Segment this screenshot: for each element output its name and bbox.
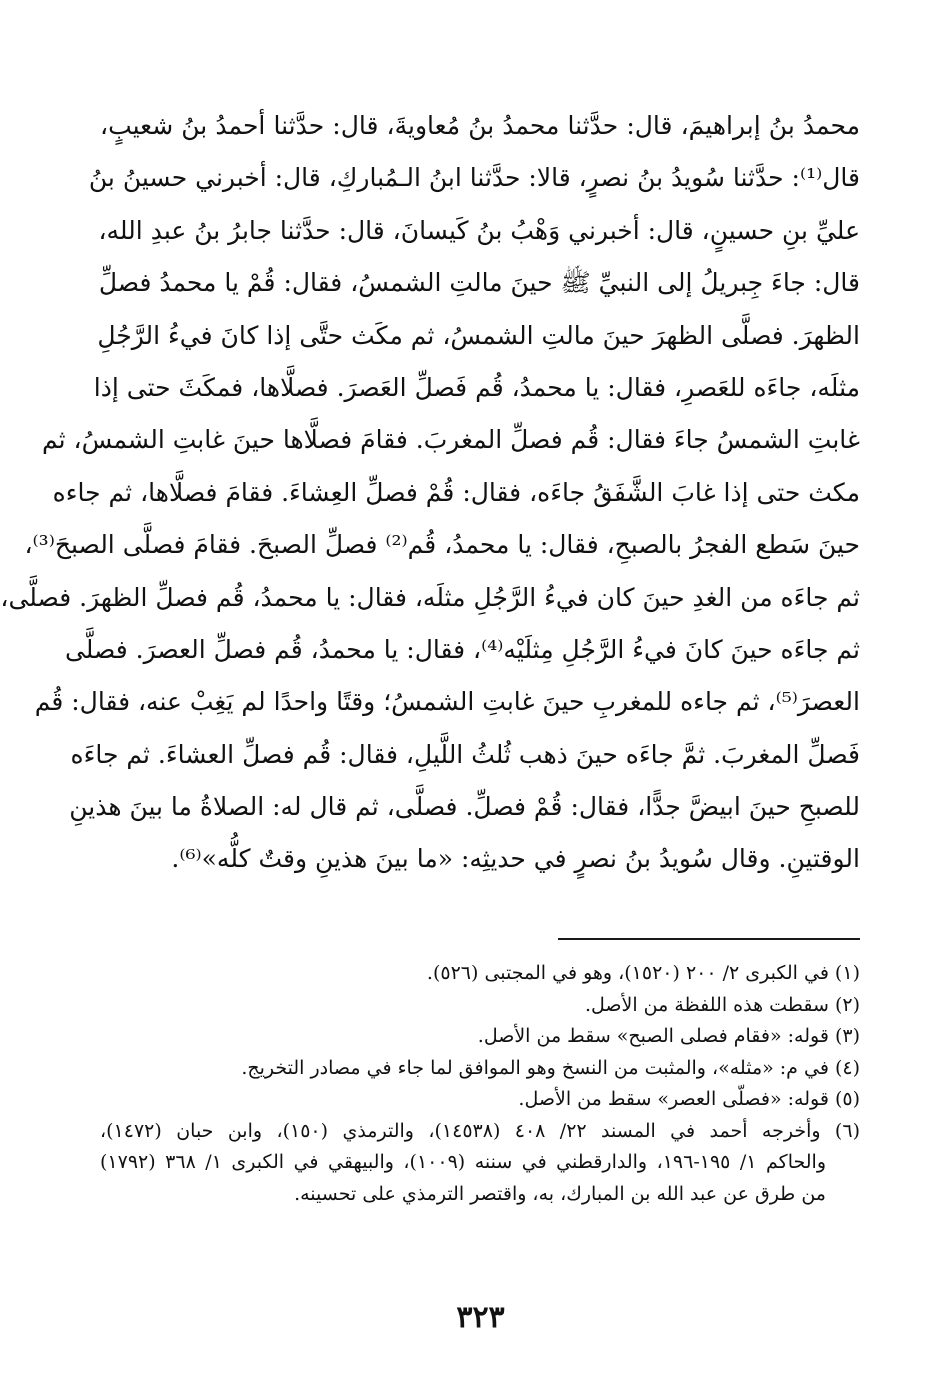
footnote-6: (٦) وأخرجه أحمد في المسند ٢٢/ ٤٠٨ (١٤٥٣٨)، والترمذي (١٥٠)، وابن حبان (١٤٧٢)، [100, 1119, 860, 1142]
text-line: حينَ سَطع الفجرُ بالصبحِ، فقال: يا محمدُ، قُم⁽²⁾ فصلِّ الصبحَ. فقامَ فصلَّى الصبحَ⁽³⁾، [24, 530, 860, 560]
footnotes [100, 958, 860, 1210]
text-line: غابتِ الشمسُ جاءَ فقال: قُم فصلِّ المغربَ. فقامَ فصلَّاها حينَ غابتِ الشمسُ، ثم [41, 425, 860, 455]
text-line: ثم جاءَه من الغدِ حينَ كان فيءُ الرَّجُلِ مثلَه، فقال: يا محمدُ، قُم فصلِّ الظهرَ. فصلَّى، [0, 582, 860, 612]
text-line: الوقتينِ. وقال سُويدُ بنُ نصرٍ في حديثِه: «ما بينَ هذينِ وقتٌ كلُّه»⁽⁶⁾. [171, 844, 860, 874]
text-line: مثلَه، جاءَه للعَصرِ، فقال: يا محمدُ، قُم فَصلِّ العَصرَ. فصلَّاها، فمكَثَ حتى إذا [93, 372, 860, 402]
text-line: قال: جاءَ جِبريلُ إلى النبيِّ ﷺ حينَ مالتِ الشمسُ، فقال: قُمْ يا محمدُ فصلِّ [98, 268, 860, 298]
footnote-2: (٢) سقطت هذه اللفظة من الأصل. [584, 993, 860, 1016]
footnote-6-continued: من طرق عن عبد الله بن المبارك، به، واقتصر الترمذي على تحسينه. [294, 1182, 826, 1205]
page-number: ٣٢٣ [456, 1300, 505, 1335]
text-line: قال⁽¹⁾: حدَّثنا سُويدُ بنُ نصرٍ، قالا: حدَّثنا ابنُ الـمُباركِ، قال: أخبرني حسينُ بنُ [88, 163, 860, 193]
text-line: الظهرَ. فصلَّى الظهرَ حينَ مالتِ الشمسُ، ثم مكَث حتَّى إذا كانَ فيءُ الرَّجُلِ [97, 320, 860, 350]
footnote-5: (٥) قوله: «فصلّى العصر» سقط من الأصل. [518, 1088, 860, 1110]
text-line: للصبحِ حينَ ابيضَّ جدًّا، فقال: قُمْ فصلِّ. فصلَّى، ثم قال له: الصلاةُ ما بينَ هذينِ [69, 792, 860, 822]
text-line: عليِّ بنِ حسينٍ، قال: أخبرني وَهْبُ بنُ كَيسانَ، قال: حدَّثنا جابرُ بنُ عبدِ الله، [98, 215, 860, 245]
text-line: ثم جاءَه حينَ كانَ فيءُ الرَّجُلِ مِثلَيْه⁽⁴⁾، فقال: يا محمدُ، قُم فصلِّ العصرَ. فصلَّى [64, 634, 860, 664]
text-line: فَصلِّ المغربَ. ثمَّ جاءَه حينَ ذهب ثُلثُ اللَّيلِ، فقال: قُم فصلِّ العشاءَ. ثم جاءَه [70, 739, 860, 769]
text-line: مكث حتى إذا غابَ الشَّفَقُ جاءَه، فقال: قُمْ فصلِّ العِشاءَ. فقامَ فصلَّاها، ثم جاءه [52, 477, 860, 507]
text-line: العصرَ⁽⁵⁾، ثم جاءه للمغربِ حينَ غابتِ الشمسُ؛ وقتًا واحدًا لم يَغِبْ عنه، فقال: قُم [34, 687, 860, 717]
footnote-4: (٤) في م: «مثله»، والمثبت من النسخ وهو الموافق لما جاء في مصادر التخريج. [241, 1056, 860, 1079]
text-line: محمدُ بنُ إبراهيمَ، قال: حدَّثنا محمدُ بنُ مُعاويةَ، قال: حدَّثنا أحمدُ بنُ شعيبٍ، [100, 111, 860, 140]
footnote-1: (١) في الكبرى ٢/ ٢٠٠ (١٥٢٠)، وهو في المجتبى (٥٢٦). [426, 962, 860, 984]
footnote-6-continued: والحاكم ١/ ١٩٥-١٩٦، والدارقطني في سننه (١٠٠٩)، والبيهقي في الكبرى ١/ ٣٦٨ (١٧٩٢) [100, 1151, 827, 1173]
footnote-divider [558, 938, 860, 940]
main-text [0, 100, 860, 886]
footnote-3: (٣) قوله: «فقام فصلى الصبح» سقط من الأصل. [477, 1025, 860, 1047]
